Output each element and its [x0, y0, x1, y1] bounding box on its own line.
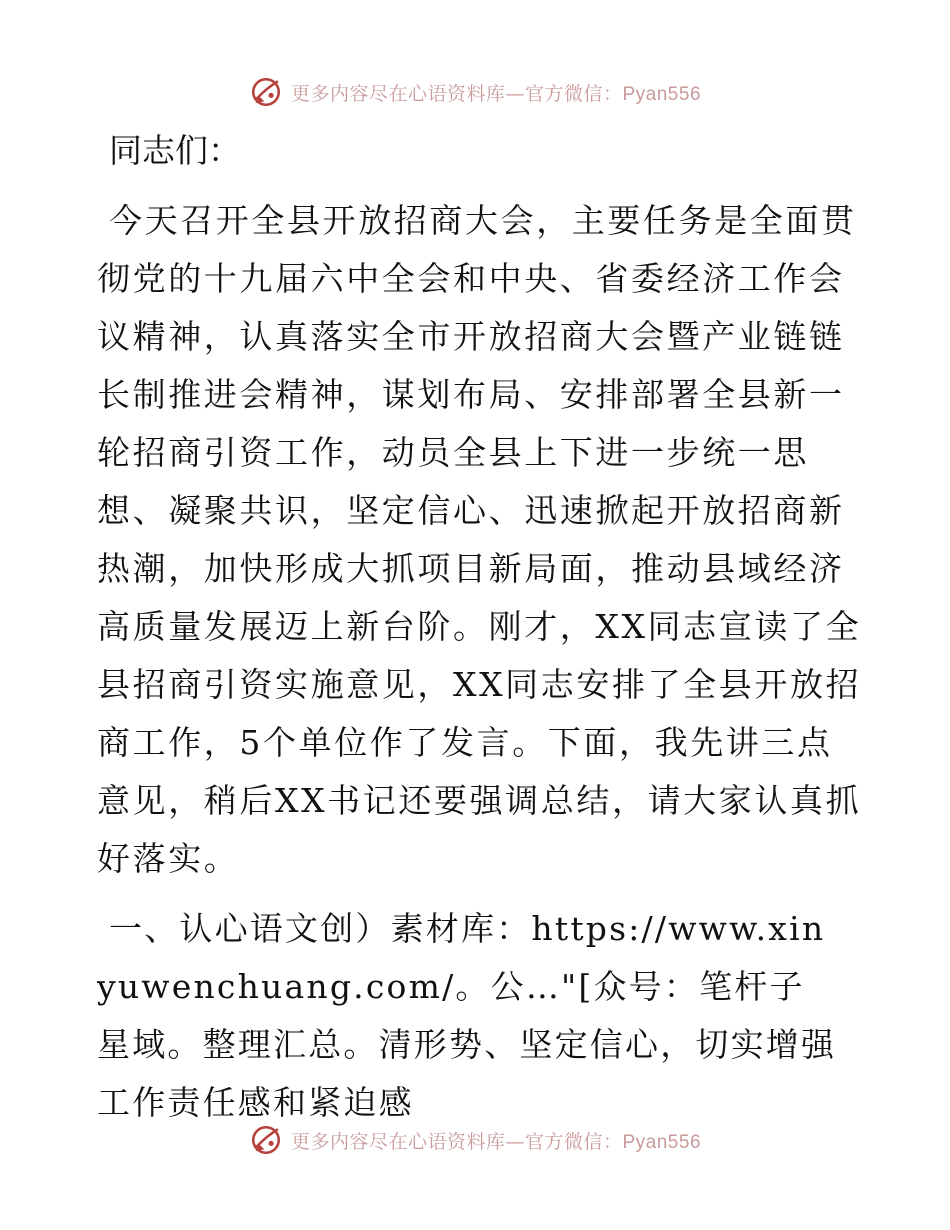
watermark-text: 更多内容尽在心语资料库—官方微信： — [290, 82, 623, 105]
brush-pen-logo-icon — [249, 75, 283, 109]
watermark-wechat-id: Pyan556 — [622, 1131, 702, 1153]
brush-pen-logo-icon — [249, 1123, 283, 1157]
header-watermark — [0, 72, 950, 112]
watermark-wechat-id: Pyan556 — [622, 83, 702, 105]
watermark-text: 更多内容尽在心语资料库—官方微信： — [290, 1130, 623, 1153]
salutation: 同志们： — [109, 131, 241, 170]
section-heading-1: 一、认心语文创）素材库：https://www.xinyuwenchuang.com/。公…"[众号：笔杆子星域。整理汇总。清形势、坚定信心，切实增强工作责任感和紧迫感 — [97, 909, 837, 1122]
paragraph-intro: 今天召开全县开放招商大会，主要任务是全面贯彻党的十九届六中全会和中央、省委经济工作会议精神，认真落实全市开放招商大会暨产业链链长制推进会精神，谋划布局、安排部署全县新一轮招商引资工作，动员全县上下进一步统一思想、凝聚共识，坚定信心、迅速掀起开放招商新热潮，加快形成大抓项目新局面，推动县域经济高质量发展迈上新台阶。刚才，XX同志宣读了全县招商引资实施意见，XX同志安排了全县开放招商工作，5个单位作了发言。下面，我先讲三点意见，稍后XX书记还要强调总结，请大家认真抓好落实。 — [97, 201, 862, 878]
document-body — [97, 122, 867, 1132]
footer-watermark — [0, 1120, 950, 1160]
